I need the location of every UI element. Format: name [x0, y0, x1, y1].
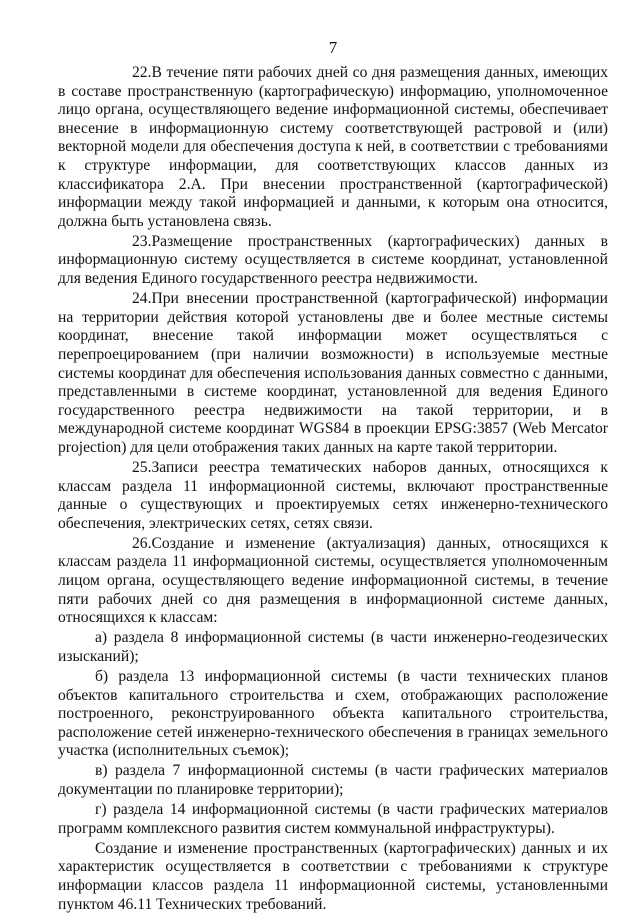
paragraph-number: 26.: [132, 534, 152, 552]
paragraph-26: [58, 535, 608, 628]
paragraph-text: Создание и изменение (актуализация) данных, относящихся к классам раздела 11 информационной системы, осуществляется уполномоченным лицом органа, осуществляющего ведение информационной системы, в течение пяти рабочих дней со дня размещения в информационной системе данных, относящихся к классам:: [58, 534, 608, 627]
paragraph-number: 24.: [132, 290, 152, 308]
list-item-v: в) раздела 7 информационной системы (в части графических материалов документации по планировке территории);: [58, 762, 608, 799]
paragraph-23: [58, 233, 608, 289]
closing-paragraph: Создание и изменение пространственных (картографических) данных и их характеристик осуществляется в соответствии с требованиями к структуре информации классов раздела 11 информационной системы, установленными пунктом 46.11 Технических требований.: [58, 839, 608, 913]
paragraph-number: 23.: [132, 232, 152, 250]
paragraph-22: [58, 64, 608, 231]
paragraph-text: При внесении пространственной (картографической) информации на территории действия которой установлены две и более местные системы координат, внесение такой информации может осуществляться с перепроецированием (при наличии возможности) в используемые местные системы координат для обеспечения использования данных совместно с данными, представленными в системе координат, установленной для ведения Единого государственного реестра недвижимости на такой территории, и в международной системе координат WGS84 в проекции EPSG:3857 (Web Mercator projection) для цели отображения таких данных на карте такой территории.: [58, 290, 608, 456]
paragraph-text: Записи реестра тематических наборов данных, относящихся к классам раздела 11 информационной системы, включают пространственные данные о существующих и проектируемых сетях инженерно-технического обеспечения, электрических сетях, сетях связи.: [58, 458, 608, 532]
document-body: [58, 64, 608, 914]
page-number: 7: [328, 38, 338, 57]
paragraph-text: В течение пяти рабочих дней со дня размещения данных, имеющих в составе пространственную (картографическую) информацию, уполномоченное лицо органа, осуществляющего ведение информационной системы, обеспечивает внесение в информационную систему соответствующей растровой и (или) векторной модели для обеспечения доступа к ней, в соответствии с требованиями к структуре информации, для соответствующих классов данных из классификатора 2.А. При внесении пространственной (картографической) информации между такой информацией и данными, к которым она относится, должна быть установлена связь.: [58, 64, 608, 230]
paragraph-number: 22.: [132, 64, 152, 81]
list-item-b: б) раздела 13 информационной системы (в части технических планов объектов капитального строительства и схем, отображающих расположение построенного, реконструированного объекта капитального строительства, расположение сетей инженерно-технического обеспечения в границах земельного участка (исполнительных съемок);: [58, 668, 608, 760]
paragraph-25: [58, 459, 608, 533]
list-item-a: а) раздела 8 информационной системы (в части инженерно-геодезических изысканий);: [58, 629, 608, 665]
paragraph-number: 25.: [132, 458, 152, 476]
paragraph-text: Размещение пространственных (картографических) данных в информационную систему осуществляется в системе координат, установленной для ведения Единого государственного реестра недвижимости.: [58, 232, 608, 288]
paragraph-24: [58, 290, 608, 457]
list-item-g: г) раздела 14 информационной системы (в части графических материалов программ комплексного развития систем коммунальной инфраструктуры).: [58, 801, 608, 837]
